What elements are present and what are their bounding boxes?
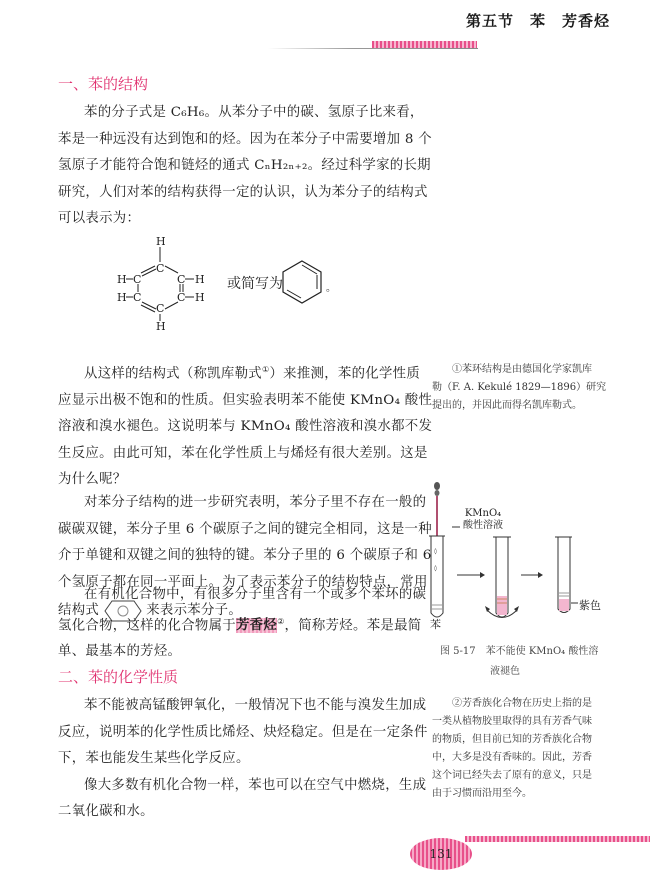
highlighted-term-aromatic-hydrocarbon: 芳香烃 <box>235 617 278 633</box>
paragraph-molecular-formula <box>58 100 432 233</box>
footer-decorative-stripe <box>465 836 650 842</box>
text-line: 介于单键和双键之间的独特的键。苯分子里的 6 个碳原子和 6 <box>58 548 432 563</box>
kekule-structure-icon <box>115 235 225 335</box>
section-heading-chemical-properties: 二、苯的化学性质 <box>58 668 179 686</box>
text-line: 苯的分子式是 C₆H₆。从苯分子中的碳、氢原子比来看， <box>84 105 424 120</box>
svg-text:C: C <box>133 273 142 286</box>
text-line: 苯是一种远没有达到饱和的烃。因为在苯分子中需要增加 8 个 <box>58 131 432 147</box>
svg-text:H: H <box>156 320 166 333</box>
abbrev-label: 或简写为 <box>227 276 283 292</box>
reagent-description: 酸性溶液 <box>463 520 503 531</box>
reagent-formula: KMnO₄ <box>464 508 502 519</box>
figure-caption <box>440 642 598 682</box>
text-line <box>58 609 422 640</box>
svg-text:C: C <box>156 302 165 315</box>
note-line: 提出的，并因此而得名凯库勒式。 <box>432 400 582 411</box>
svg-text:C: C <box>177 273 186 286</box>
header-decorative-stripe <box>372 41 477 48</box>
text-fragment: ）来推测，苯的化学性质 <box>269 366 421 382</box>
section-heading-structure: 一、苯的结构 <box>58 75 149 93</box>
text-line: 氢原子才能符合饱和链烃的通式 CₙH₂ₙ₊₂。经过科学家的长期 <box>58 158 431 173</box>
paragraph-stability <box>58 693 428 826</box>
text-fragment: 氢化合物，这样的化合物属于 <box>58 617 236 633</box>
caption-line: 图 5-17 苯不能使 KMnO₄ 酸性溶 <box>440 646 599 657</box>
text-line: 研究，人们对苯的结构获得一定的认识，认为苯分子的结构式 <box>58 184 428 200</box>
svg-text:H: H <box>117 291 127 304</box>
formula-end-mark: 。 <box>326 283 336 294</box>
svg-text:H: H <box>156 235 166 248</box>
text-fragment: 来表示苯分子。 <box>146 603 243 618</box>
kekule-structure-diagram <box>115 235 225 335</box>
note-line: 这个词已经失去了原有的意义，只是 <box>432 770 592 781</box>
caption-line: 液褪色 <box>490 666 520 677</box>
note-line: 的物质，但目前已知的芳香族化合物 <box>432 734 592 745</box>
svg-text:◊: ◊ <box>434 565 437 572</box>
page-number: 131 <box>429 847 453 861</box>
sidenote-aromatic <box>432 695 612 803</box>
svg-text:H: H <box>195 291 205 304</box>
text-line: 二氧化碳和水。 <box>58 804 154 819</box>
text-fragment: 从这样的结构式（称凯库勒式 <box>84 366 262 382</box>
note-line: 勒（F. A. Kekulé 1829—1896）研究 <box>432 382 607 393</box>
text-line: 在有机化合物中，有很多分子里含有一个或多个苯环的碳 <box>84 587 427 602</box>
note-line: 中，大多是没有香味的。因此，芳香 <box>432 752 592 763</box>
svg-text:C: C <box>133 291 142 304</box>
svg-text:C: C <box>156 262 165 275</box>
footnote-ref-1[interactable]: ① <box>261 365 270 374</box>
tube1-label-benzene: 苯 <box>430 618 441 631</box>
chapter-section-title: 第五节 苯 芳香烃 <box>465 12 610 30</box>
text-line: 反应，说明苯的化学性质比烯烃、炔烃稳定。但是在一定条件 <box>58 724 428 740</box>
text-line: 单、最基本的芳烃。 <box>58 644 182 660</box>
text-line: 个氢原子都在同一平面上。为了表示苯分子的结构特点，常用 <box>58 574 428 590</box>
text-line: 下，苯也能发生某些化学反应。 <box>58 751 250 766</box>
note-line: 一类从植物胶里取得的具有芳香气味 <box>432 716 592 727</box>
header-rule <box>268 48 478 49</box>
sidenote-kekule <box>432 361 612 415</box>
note-line: 由于习惯而沿用至今。 <box>432 788 532 799</box>
text-line: 溶液和溴水褪色。这说明苯与 KMnO₄ 酸性溶液和溴水都不发 <box>58 419 433 435</box>
footnote-ref-2[interactable]: ② <box>277 616 285 626</box>
text-line: 应显示出极不饱和的性质。但实验表明苯不能使 KMnO₄ 酸性 <box>58 392 433 408</box>
text-line: 苯不能被高锰酸钾氧化，一般情况下也不能与溴发生加成 <box>84 698 427 713</box>
note-line: ②芳香族化合物在历史上指的是 <box>452 698 592 709</box>
benzene-hexagon-icon <box>278 258 326 306</box>
text-fragment: 结构式 <box>58 603 100 618</box>
figure-kmno4-experiment <box>425 478 625 631</box>
tube3-label-purple: 紫色 <box>579 599 601 612</box>
text-line: 生反应。由此可知，苯在化学性质上与烯烃有很大差别。这是 <box>58 445 428 461</box>
page-number-badge <box>410 838 472 870</box>
text-line <box>58 357 421 388</box>
text-line: 像大多数有机化合物一样，苯也可以在空气中燃烧，生成 <box>84 777 427 793</box>
text-fragment: ，简称芳烃。苯是最简 <box>284 617 422 633</box>
text-line: 为什么呢？ <box>58 472 127 488</box>
note-line: ①苯环结构是由德国化学家凯库 <box>452 364 592 375</box>
text-line: 可以表示为： <box>58 211 141 226</box>
svg-text:C: C <box>177 291 186 304</box>
svg-text:◊: ◊ <box>434 548 437 555</box>
paragraph-kekule-inference <box>58 357 433 494</box>
reagent-label <box>463 508 503 532</box>
text-line: 碳碳双键，苯分子里 6 个碳原子之间的键完全相同，这是一种 <box>58 521 432 537</box>
svg-text:H: H <box>195 273 205 286</box>
paragraph-aromatic-hydrocarbons <box>58 582 427 666</box>
text-line: 对苯分子结构的进一步研究表明，苯分子里不存在一般的 <box>84 495 427 510</box>
svg-text:H: H <box>117 273 127 286</box>
benzene-skeletal-diagram <box>278 258 326 310</box>
